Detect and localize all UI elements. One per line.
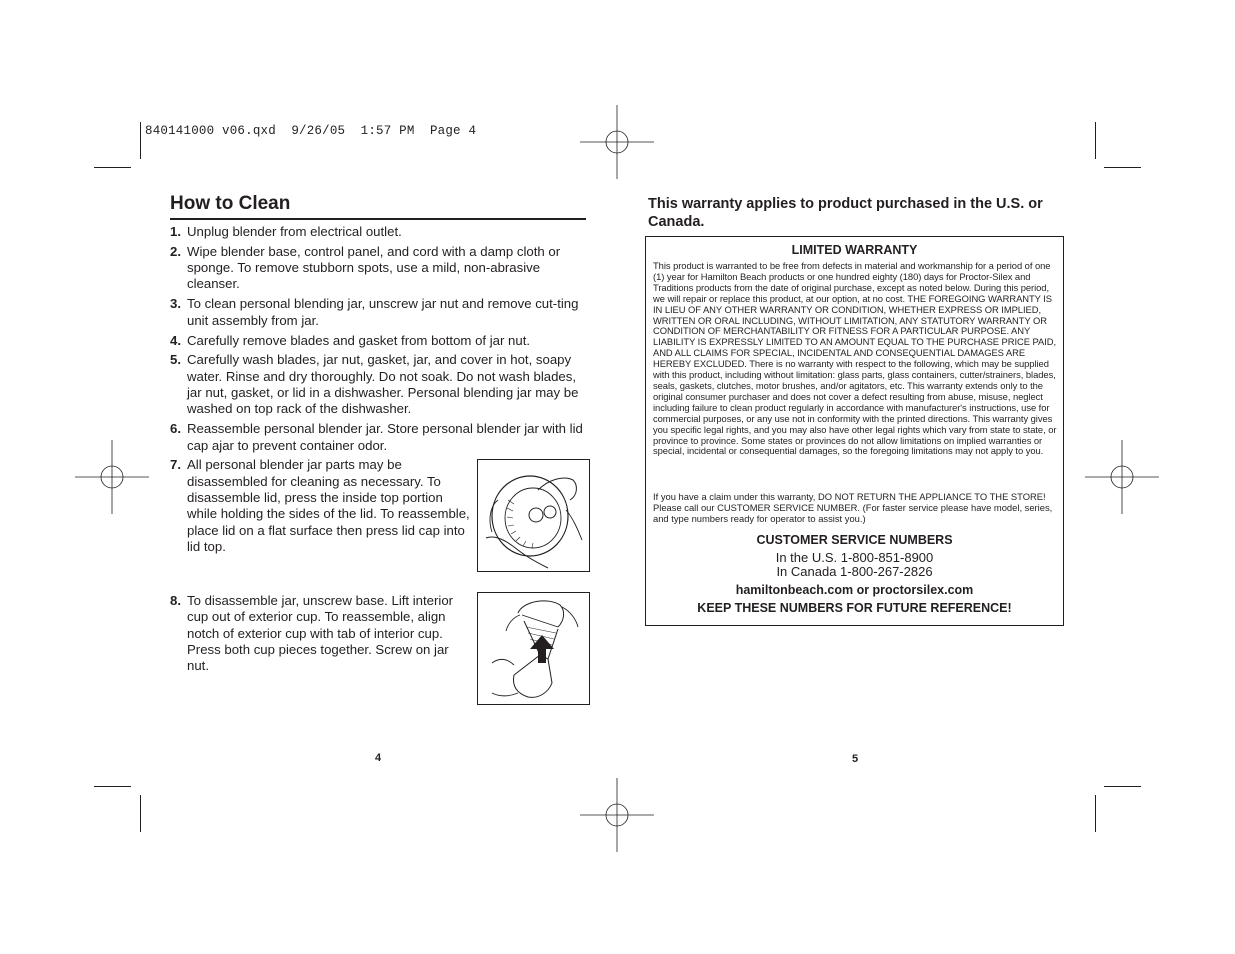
step-text: Carefully remove blades and gasket from bottom of jar nut.	[187, 332, 531, 348]
list-item	[170, 244, 586, 293]
crop-mark	[1095, 122, 1096, 159]
lid-disassembly-illustration	[477, 459, 590, 572]
step-text: Unplug blender from electrical outlet.	[187, 224, 402, 239]
warranty-box	[645, 236, 1064, 626]
list-item	[170, 224, 586, 240]
crop-mark	[140, 122, 141, 159]
page-title: How to Clean	[170, 193, 291, 214]
print-slug: 840141000 v06.qxd 9/26/05 1:57 PM Page 4	[145, 124, 477, 138]
list-item	[170, 457, 472, 555]
website-links: hamiltonbeach.com or proctorsilex.com	[735, 583, 974, 597]
warranty-title: LIMITED WARRANTY	[791, 243, 918, 257]
crop-mark	[94, 786, 131, 787]
customer-service-title: CUSTOMER SERVICE NUMBERS	[756, 533, 953, 547]
warranty-heading: This warranty applies to product purchased in the U.S. or Canada.	[648, 196, 1043, 230]
step-text: All personal blender jar parts may be disassembled for cleaning as necessary. To disassemble lid, press the inside top portion while holding the sides of the lid. To reassemble, place lid on a flat surface then press lid cap into lid top.	[187, 457, 470, 554]
list-item	[170, 421, 586, 454]
step-text: Carefully wash blades, jar nut, gasket, jar, and cover in hot, soapy water. Rinse and dry thoroughly. Do not soak. Do not wash blades, jar nut, gasket, or lid in a dishwasher. Personal blending jar may be washed on top rack of the dishwasher.	[187, 352, 579, 417]
crosshair-registration-icon	[1085, 440, 1159, 514]
crosshair-registration-icon	[580, 105, 654, 179]
list-item	[170, 296, 586, 329]
step-number: 5.	[170, 352, 181, 368]
crop-mark	[1104, 786, 1141, 787]
step-number: 1.	[170, 224, 181, 239]
crop-mark	[94, 167, 131, 168]
warranty-claim-text: If you have a claim under this warranty, DO NOT RETURN THE APPLIANCE TO THE STORE! Please call our CUSTOMER SERVICE NUMBER. (For faster service please have model, series, and type numbers ready for operator to assist you.)	[653, 491, 1053, 524]
title-rule	[170, 218, 586, 220]
step-number: 7.	[170, 457, 181, 473]
canada-phone-number: In Canada 1-800-267-2826	[776, 564, 933, 579]
crosshair-registration-icon	[75, 440, 149, 514]
list-item	[170, 593, 472, 674]
step-number: 6.	[170, 421, 181, 437]
step-number: 2.	[170, 243, 181, 259]
crop-mark	[1104, 167, 1141, 168]
list-item	[170, 352, 586, 417]
crosshair-registration-icon	[580, 778, 654, 852]
warranty-body: This product is warranted to be free from defects in material and workmanship for a period of one (1) year for Hamilton Beach products or one hundred eighty (180) days for Proctor-Silex and Traditions products from the date of original purchase, except as noted below. During this period, we will repair or replace this product, at our option, at no cost. THE FOREGOING WARRANTY IS IN LIEU OF ANY OTHER WARRANTY OR CONDITION, WHETHER EXPRESS OR IMPLIED, WRITTEN OR ORAL INCLUDING, WITHOUT LIMITATION, ANY STATUTORY WARRANTY OR CONDITION OF MERCHANTABILITY OR FITNESS FOR A PARTICULAR PURPOSE. ANY LIABILITY IS EXPRESSLY LIMITED TO AN AMOUNT EQUAL TO THE PURCHASE PRICE PAID, AND ALL CLAIMS FOR SPECIAL, INCIDENTAL AND CONSEQUENTIAL DAMAGES ARE HEREBY EXCLUDED. There is no warranty with respect to the following, which may be supplied with this product, including without limitation: glass parts, glass containers, cutter/strainers, blades, seals, gaskets, clutches, motor brushes, and/or agitators, etc. This warranty extends only to the original consumer purchaser and does not cover a defect resulting from abuse, misuse, neglect including failure to clean product regularly in accordance with manufacturer's instructions, use for commercial purposes, or any use not in conformity with the printed directions. This warranty gives you specific legal rights, and you may also have other legal rights which vary from state to state, or province to province. Some states or provinces do not allow limitations on implied warranties or special, incidental or consequential damages, so the foregoing limitations may not apply to you.	[653, 260, 1057, 457]
step-number: 4.	[170, 332, 181, 348]
page-number-left: 4	[375, 752, 382, 764]
keep-numbers-notice: KEEP THESE NUMBERS FOR FUTURE REFERENCE!	[697, 601, 1012, 615]
crop-mark	[1095, 795, 1096, 832]
jar-disassembly-illustration	[477, 592, 590, 705]
step-number: 8.	[170, 593, 181, 608]
page-number-right: 5	[852, 753, 859, 765]
step-text: To disassemble jar, unscrew base. Lift interior cup out of exterior cup. To reassemble, align notch of exterior cup with tab of interior cup. Press both cup pieces together. Screw on jar nut.	[187, 593, 454, 674]
step-text: To clean personal blending jar, unscrew jar nut and remove cut-ting unit assembly from jar.	[187, 296, 579, 328]
step-text: Reassemble personal blender jar. Store personal blender jar with lid cap ajar to prevent container odor.	[187, 421, 583, 453]
us-phone-number: In the U.S. 1-800-851-8900	[775, 550, 934, 565]
step-number: 3.	[170, 296, 181, 312]
list-item	[170, 333, 586, 349]
step-text: Wipe blender base, control panel, and cord with a damp cloth or sponge. To remove stubborn spots, use a mild, non-abrasive cleanser.	[187, 243, 561, 292]
crop-mark	[140, 795, 141, 832]
